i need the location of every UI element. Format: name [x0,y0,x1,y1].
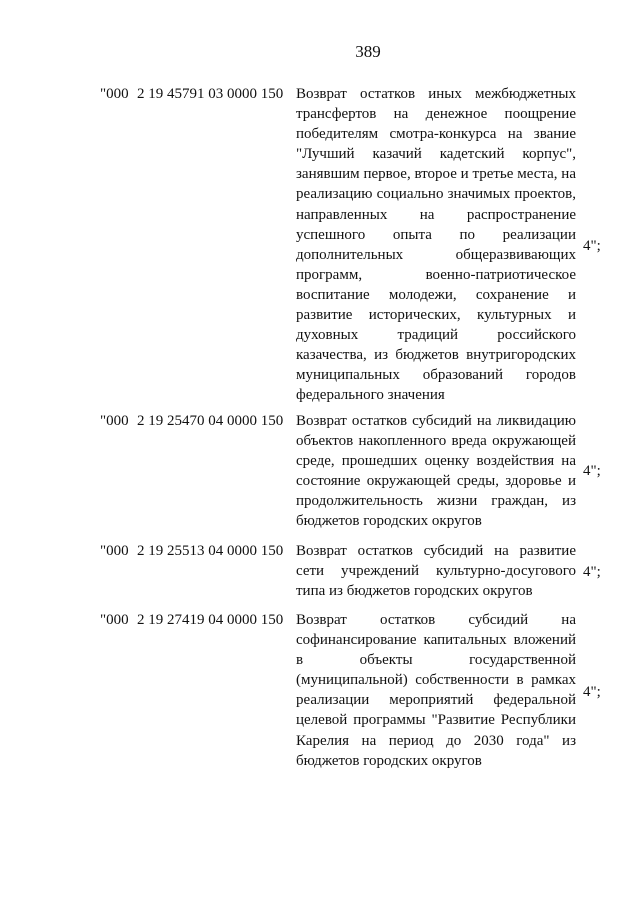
entry-description: Возврат остатков субсидий на развитие сети учреждений культурно-досугового типа из бюджетов городских округов [296,543,576,600]
entry-prefix: "000 [100,612,129,628]
entry-suffix: 4"; [583,684,601,700]
budget-code: 2 19 27419 04 0000 150 [137,612,284,628]
budget-code: 2 19 25470 04 0000 150 [137,413,284,429]
entry-prefix: "000 [100,543,129,559]
entry-description: Возврат остатков субсидий на ликвидацию объектов накопленного вреда окружающей среде, прошедших оценку воздействия на состояние окружающей среды, здоровье и продолжительность жизни граждан, из бюджетов городских округов [296,413,576,530]
entry-description: Возврат остатков иных межбюджетных трансфертов на денежное поощрение победителям смотра-конкурса на звание "Лучший казачий кадетский корпус", занявшим первое, второе и третье места, на реализацию социально значимых проектов, направленных на распространение успешного опыта по реализации дополнительных общеразвивающих программ, военно-патриотическое воспитание молодежи, сохранение и развитие исторических, культурных и духовных традиций российского казачества, из бюджетов внутригородских муниципальных образований городов федерального значения [296,86,576,404]
entry-suffix: 4"; [583,238,601,254]
budget-code: 2 19 45791 03 0000 150 [137,86,284,102]
entry-suffix: 4"; [583,463,601,479]
budget-code: 2 19 25513 04 0000 150 [137,543,284,559]
entry-prefix: "000 [100,86,129,102]
entry-description: Возврат остатков субсидий на софинансирование капитальных вложений в объекты государственной (муниципальной) собственности в рамках реализации мероприятий федеральной целевой программы "Развитие Республики Карелия на период до 2030 года" из бюджетов городских округов [296,612,576,769]
entry-suffix: 4"; [583,564,601,580]
entry-prefix: "000 [100,413,129,429]
page-number: 389 [355,42,381,61]
